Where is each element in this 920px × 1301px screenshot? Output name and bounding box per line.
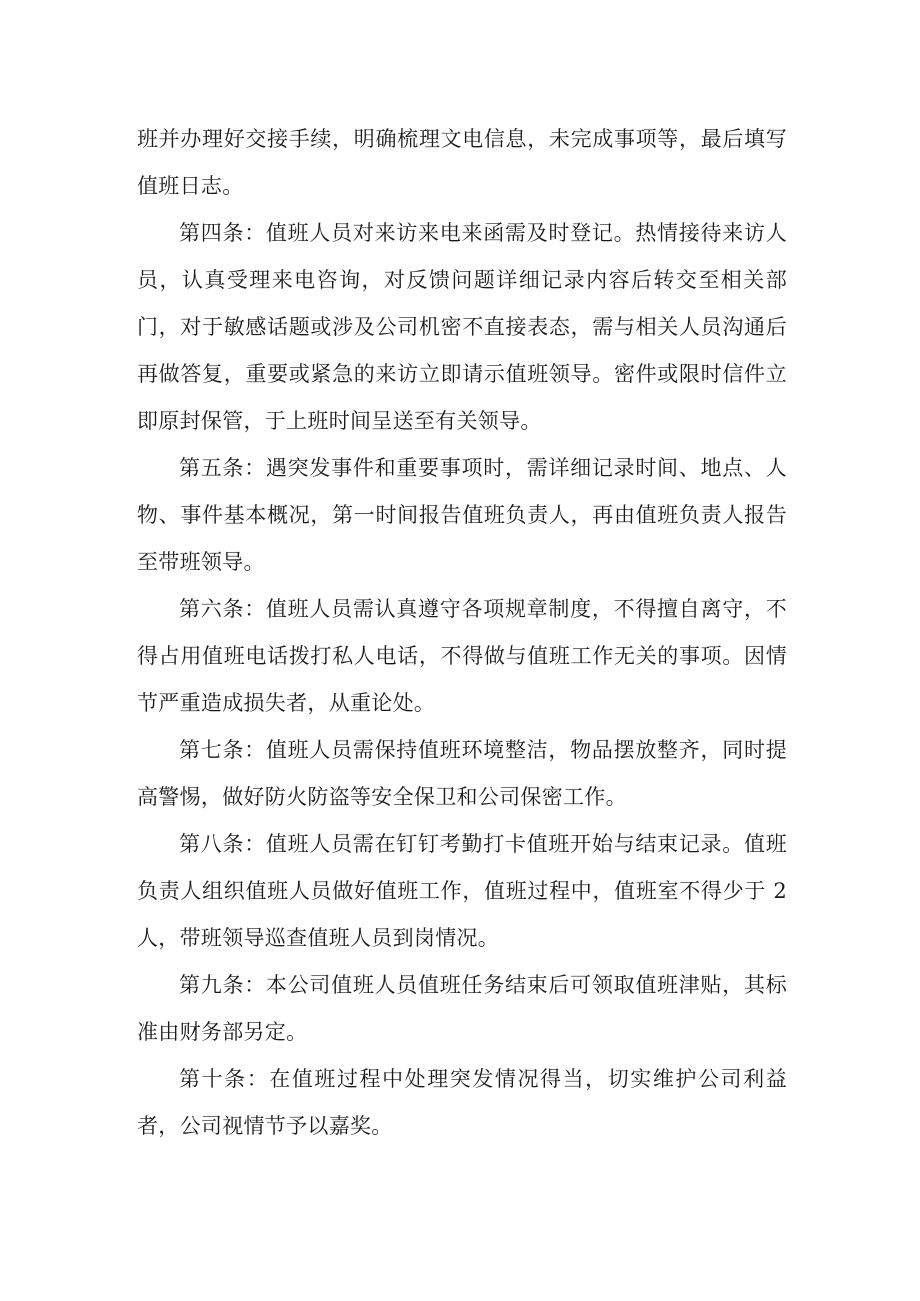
paragraph-continuation: 班并办理好交接手续，明确梳理文电信息，未完成事项等，最后填写值班日志。 [137, 127, 787, 198]
paragraph-article-4: 第四条：值班人员对来访来电来函需及时登记。热情接待来访人员，认真受理来电咨询，对反馈问题详细记录内容后转交至相关部门，对于敏感话题或涉及公司机密不直接表态，需与相关人员沟通后再做答复，重要或紧急的来访立即请示值班领导。密件或限时信件立即原封保管，于上班时间呈送至有关领导。 [137, 221, 787, 433]
paragraph-article-9: 第九条：本公司值班人员值班任务结束后可领取值班津贴，其标准由财务部另定。 [137, 973, 787, 1044]
paragraph-article-7: 第七条：值班人员需保持值班环境整洁，物品摆放整齐，同时提高警惕，做好防火防盗等安全保卫和公司保密工作。 [137, 738, 787, 809]
paragraph-article-8: 第八条：值班人员需在钉钉考勤打卡值班开始与结束记录。值班负责人组织值班人员做好值班工作，值班过程中，值班室不得少于 2 人，带班领导巡查值班人员到岗情况。 [137, 832, 787, 950]
paragraph-article-5: 第五条：遇突发事件和重要事项时，需详细记录时间、地点、人物、事件基本概况，第一时间报告值班负责人，再由值班负责人报告至带班领导。 [137, 456, 787, 574]
paragraph-article-6: 第六条：值班人员需认真遵守各项规章制度，不得擅自离守，不得占用值班电话拨打私人电话，不得做与值班工作无关的事项。因情节严重造成损失者，从重论处。 [137, 597, 787, 715]
paragraph-article-10: 第十条：在值班过程中处理突发情况得当，切实维护公司利益者，公司视情节予以嘉奖。 [137, 1067, 787, 1138]
document-body [137, 116, 787, 1150]
